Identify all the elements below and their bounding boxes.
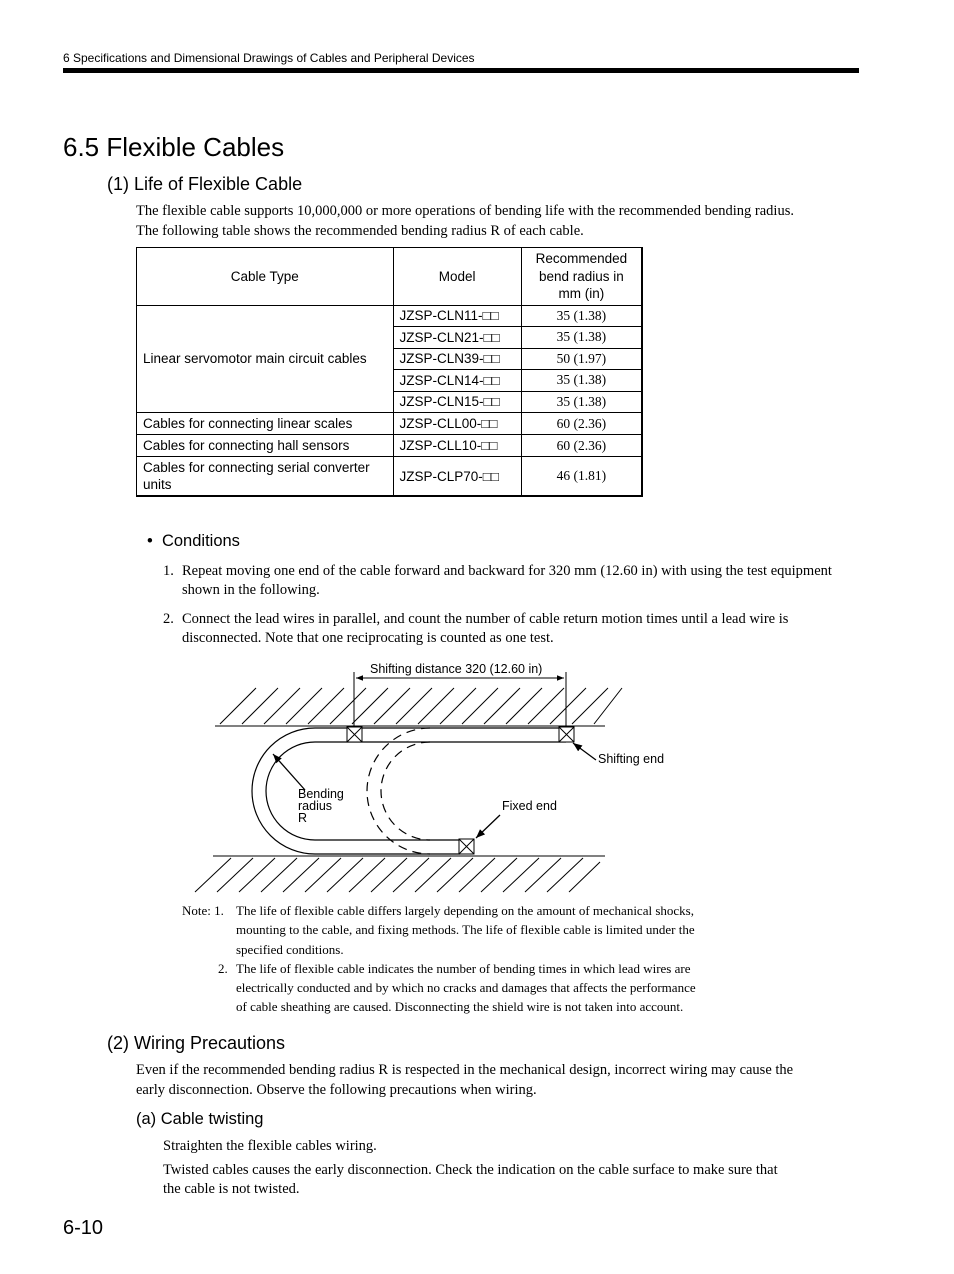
radius-cell: 50 (1.97)	[521, 348, 642, 370]
model-cell: JZSP-CLL10-□□	[393, 435, 521, 457]
cable-type-cell: Cables for connecting serial converter units	[137, 457, 394, 497]
conditions-heading-text: Conditions	[161, 532, 240, 550]
clamp-fixed	[459, 839, 474, 854]
life-intro-line2: The following table shows the recommended bending radius R of each cable.	[136, 223, 584, 239]
col-model: Model	[393, 248, 521, 306]
chapter-header: 6 Specifications and Dimensional Drawings of Cables and Peripheral Devices	[63, 51, 475, 65]
life-heading: (1) Life of Flexible Cable	[107, 174, 303, 194]
radius-cell: 46 (1.81)	[521, 457, 642, 497]
shifting-distance-label: Shifting distance 320 (12.60 in)	[370, 662, 543, 676]
life-intro-line1: The flexible cable supports 10,000,000 or more operations of bending life with the recommended bending radius.	[136, 203, 794, 219]
twisting-p2-line1: Twisted cables causes the early disconnection. Check the indication on the cable surface to make sure that	[163, 1162, 778, 1178]
col-cable-type: Cable Type	[137, 248, 394, 306]
wiring-p1-line1: Even if the recommended bending radius R is respected in the mechanical design, incorrect wiring may cause the	[136, 1062, 794, 1078]
clamp-right	[559, 727, 574, 742]
cable-type-cell: Cables for connecting hall sensors	[137, 435, 394, 457]
header-rule	[63, 68, 859, 73]
bottom-wall	[195, 856, 605, 892]
col-radius-line1: Recommended	[535, 251, 628, 266]
cable-type-cell: Linear servomotor main circuit cables	[137, 305, 394, 413]
bullet-icon: •	[147, 532, 153, 550]
radius-cell: 35 (1.38)	[521, 370, 642, 392]
note2-line1: The life of flexible cable indicates the number of bending times in which lead wires are	[236, 961, 691, 976]
table-row	[137, 457, 643, 497]
list-item-number: 1.	[163, 563, 174, 579]
bending-radius-table	[136, 247, 643, 497]
table-header-row	[137, 248, 643, 306]
list-item	[163, 562, 863, 600]
dimension-lines	[354, 672, 566, 727]
note1-line3: specified conditions.	[236, 942, 344, 957]
note2-line3: of cable sheathing are caused. Disconnecting the shield wire is not taken into account.	[236, 999, 684, 1014]
model-cell: JZSP-CLN15-□□	[393, 391, 521, 413]
col-radius	[521, 248, 642, 306]
shifting-end-leader	[573, 743, 596, 760]
table-row	[137, 305, 643, 327]
twisting-p2-line2: the cable is not twisted.	[163, 1181, 300, 1197]
section-title: 6.5 Flexible Cables	[63, 132, 285, 162]
top-wall	[215, 688, 622, 726]
list-item-number: 2.	[163, 611, 174, 627]
cable-dashed	[367, 728, 430, 854]
model-cell: JZSP-CLN39-□□	[393, 348, 521, 370]
col-radius-line3: mm (in)	[558, 286, 605, 301]
radius-cell: 35 (1.38)	[521, 391, 642, 413]
conditions-heading	[147, 532, 240, 551]
bending-radius-label-line1: Bending	[298, 787, 344, 801]
clamp-left	[347, 727, 362, 742]
model-cell: JZSP-CLN11-□□	[393, 305, 521, 327]
bending-radius-label-line3: R	[298, 811, 308, 825]
fixed-end-label: Fixed end	[502, 799, 557, 813]
list-item	[163, 610, 863, 648]
col-radius-line2: bend radius in	[538, 268, 624, 284]
bending-radius-label-line2: radius	[298, 799, 333, 813]
radius-cell: 35 (1.38)	[521, 327, 642, 349]
list-item-text: Connect the lead wires in parallel, and count the number of cable return motion times until a lead wire is disconnected. Note that one reciprocating is counted as one test.	[182, 611, 789, 646]
wiring-p1-line2: early disconnection. Observe the following precautions when wiring.	[136, 1082, 537, 1098]
twisting-heading: (a) Cable twisting	[136, 1110, 264, 1128]
wiring-heading: (2) Wiring Precautions	[107, 1033, 286, 1053]
model-cell: JZSP-CLP70-□□	[393, 457, 521, 497]
conditions-list	[163, 562, 863, 658]
note1-line2: mounting to the cable, and fixing methods. The life of flexible cable is limited under the	[236, 922, 695, 937]
table-row	[137, 435, 643, 457]
note-label: Note: 1.	[182, 903, 224, 918]
twisting-p1: Straighten the flexible cables wiring.	[163, 1138, 377, 1154]
shifting-end-label: Shifting end	[598, 752, 665, 766]
model-cell: JZSP-CLN21-□□	[393, 327, 521, 349]
fixed-end-leader	[476, 815, 500, 838]
note2-line2: electrically conducted and by which no cracks and damages that affects the performance	[236, 980, 696, 995]
page-number: 6-10	[63, 1217, 104, 1239]
table-row	[137, 413, 643, 435]
bending-test-figure	[190, 658, 670, 898]
cable-type-cell: Cables for connecting linear scales	[137, 413, 394, 435]
bending-radius-leader	[273, 754, 305, 790]
radius-cell: 60 (2.36)	[521, 413, 642, 435]
model-cell: JZSP-CLL00-□□	[393, 413, 521, 435]
note1-line1: The life of flexible cable differs largely depending on the amount of mechanical shocks,	[236, 903, 694, 918]
model-cell: JZSP-CLN14-□□	[393, 370, 521, 392]
list-item-text: Repeat moving one end of the cable forward and backward for 320 mm (12.60 in) with using the test equipment shown in the following.	[182, 563, 832, 598]
note2-number: 2.	[218, 961, 228, 976]
radius-cell: 60 (2.36)	[521, 435, 642, 457]
radius-cell: 35 (1.38)	[521, 305, 642, 327]
